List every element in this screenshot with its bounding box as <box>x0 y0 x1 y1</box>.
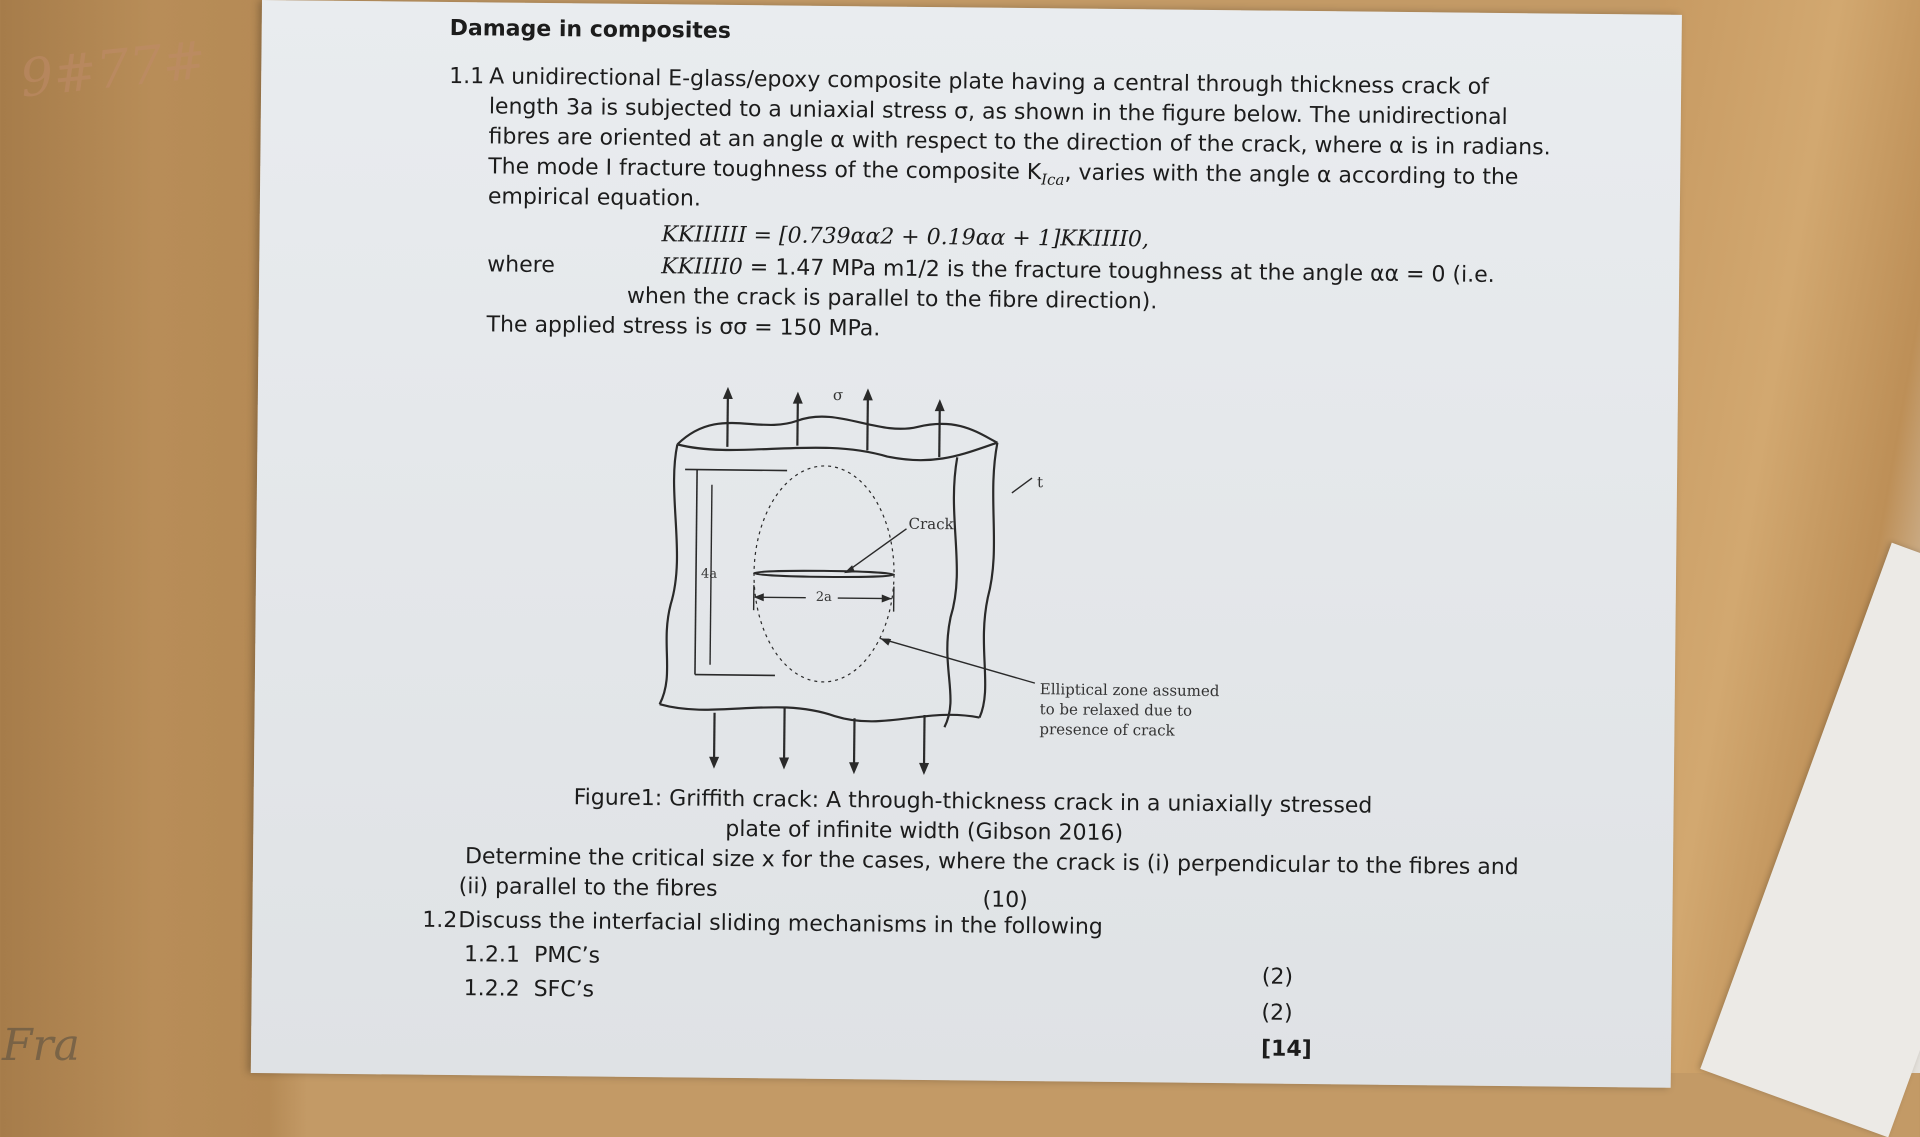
zone-label-1: Elliptical zone assumed <box>1040 680 1220 700</box>
four-a-label: 4a <box>701 567 717 582</box>
q1-1-line-4: The mode I fracture toughness of the composite $K_{Ica}$, varies with the angle α according to the <box>488 154 1518 193</box>
figure-caption-line-2: plate of infinite width (Gibson 2016) <box>725 817 1123 846</box>
marks-q1-1: (10) <box>982 888 1027 913</box>
handwriting-bottom-left: Fra <box>2 1020 80 1071</box>
thickness-label: t <box>1037 473 1043 491</box>
q1-1-number: 1.1 <box>449 64 484 89</box>
q1-2-text: Discuss the interfacial sliding mechanisms in the following <box>458 908 1103 940</box>
marks-1-2-2: (2) <box>1261 1001 1292 1026</box>
q1-1-line-3: fibres are oriented at an angle α with respect to the direction of the crack, where α is in radians. <box>488 124 1550 160</box>
determine-line-2: (ii) parallel to the fibres <box>459 874 718 902</box>
zone-label-3: presence of crack <box>1039 720 1174 739</box>
total-marks: [14] <box>1261 1037 1312 1063</box>
determine-line-1: Determine the critical size x for the cases, where the crack is (i) perpendicular to the fibres and <box>465 844 1519 880</box>
item-1-2-2-label: SFC’s <box>534 977 595 1003</box>
sigma-label: σ <box>833 386 843 404</box>
where-line-1: KKIIII0 = 1.47 MPa m1/2 is the fracture toughness at the angle αα = 0 (i.e. <box>661 254 1495 288</box>
crack-label: Crack <box>908 515 953 533</box>
item-1-2-2-number: 1.2.2 <box>464 976 520 1002</box>
q1-1-line-1: A unidirectional E-glass/epoxy composite plate having a central through thickness crack of <box>489 64 1489 99</box>
equation: KKIIIIII = [0.739αα2 + 0.19αα + 1]KKIIII0, <box>661 222 1149 252</box>
item-1-2-1-label: PMC’s <box>534 943 600 969</box>
item-1-2-1-number: 1.2.1 <box>464 942 520 968</box>
q1-2-number: 1.2 <box>422 908 457 933</box>
where-label: where <box>487 252 555 278</box>
heading: Damage in composites <box>450 16 731 44</box>
figure-caption-line-1: Figure1: Griffith crack: A through-thickness crack in a uniaxially stressed <box>574 785 1373 818</box>
where-line-2: when the crack is parallel to the fibre direction). <box>627 284 1158 315</box>
handwriting-top-left: 9#77# <box>17 30 209 109</box>
two-a-label: 2a <box>816 590 832 605</box>
zone-label-2: to be relaxed due to <box>1040 700 1193 720</box>
exam-sheet <box>251 0 1682 1088</box>
applied-stress: The applied stress is σσ = 150 MPa. <box>486 312 880 341</box>
q1-1-line-2: length 3a is subjected to a uniaxial stress σ, as shown in the figure below. The unidirectional <box>489 94 1508 130</box>
marks-1-2-1: (2) <box>1262 965 1293 990</box>
q1-1-line-5: empirical equation. <box>488 184 701 211</box>
